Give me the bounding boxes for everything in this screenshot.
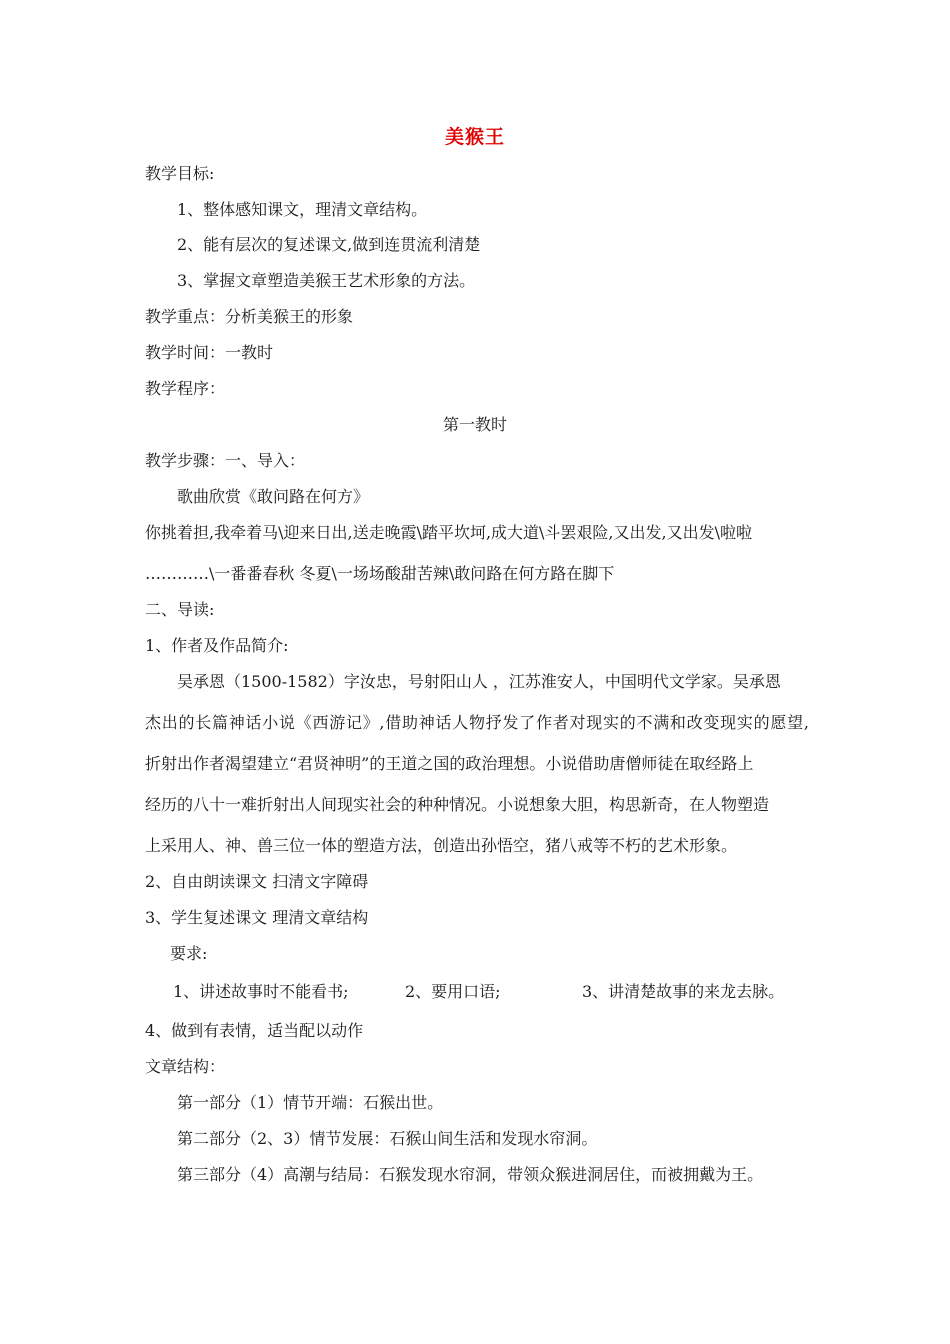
lyrics-line: …………\一番番春秋 冬夏\一场场酸甜苦辣\敢问路在何方路在脚下 <box>145 564 615 583</box>
requirements-heading: 要求: <box>170 944 208 963</box>
author-paragraph-line: 吴承恩（1500-1582）字汝忠，号射阳山人 ，江苏淮安人，中国明代文学家。吴承恩 <box>177 672 781 691</box>
teaching-steps: 教学步骤：一、导入： <box>145 451 306 470</box>
author-paragraph-line: 杰出的长篇神话小说《西游记》,借助神话人物抒发了作者对现实的不满和改变现实的愿望, <box>145 713 809 732</box>
goals-heading: 教学目标: <box>145 164 215 183</box>
structure-item: 第三部分（4）高潮与结局：石猴发现水帘洞，带领众猴进洞居住，而被拥戴为王。 <box>177 1165 764 1184</box>
guide-heading: 二、导读: <box>145 600 215 619</box>
author-heading: 1、作者及作品简介: <box>145 636 289 655</box>
structure-item: 第一部分（1）情节开端：石猴出世。 <box>177 1093 444 1112</box>
teaching-focus: 教学重点：分析美猴王的形象 <box>145 307 354 326</box>
page-title: 美猴王 <box>444 126 505 148</box>
guide-item: 4、做到有表情，适当配以动作 <box>145 1021 364 1040</box>
requirement-item: 2、要用口语; <box>405 982 501 1001</box>
teaching-time: 教学时间：一教时 <box>145 343 274 362</box>
author-paragraph-line: 上采用人、神、兽三位一体的塑造方法，创造出孙悟空，猪八戒等不朽的艺术形象。 <box>145 836 738 855</box>
goal-item: 3、掌握文章塑造美猴王艺术形象的方法。 <box>177 271 476 290</box>
structure-item: 第二部分（2、3）情节发展：石猴山间生活和发现水帘洞。 <box>177 1129 598 1148</box>
requirement-item: 1、讲述故事时不能看书; <box>173 982 349 1001</box>
lesson-heading: 第一教时 <box>442 415 507 434</box>
guide-item: 3、学生复述课文 理清文章结构 <box>145 908 369 927</box>
teaching-procedure: 教学程序： <box>145 379 226 398</box>
requirement-item: 3、讲清楚故事的来龙去脉。 <box>582 982 785 1001</box>
author-paragraph-line: 折射出作者渴望建立“君贤神明”的王道之国的政治理想。小说借助唐僧师徒在取经路上 <box>145 754 754 773</box>
goal-item: 1、整体感知课文，理清文章结构。 <box>177 200 428 219</box>
song-title: 歌曲欣赏《敢问路在何方》 <box>177 487 370 506</box>
structure-heading: 文章结构： <box>145 1057 226 1076</box>
lyrics-line: 你挑着担,我牵着马\迎来日出,送走晚霞\踏平坎坷,成大道\斗罢艰险,又出发,又出发\啦啦 <box>145 523 752 542</box>
goal-item: 2、能有层次的复述课文,做到连贯流利清楚 <box>177 235 481 254</box>
guide-item: 2、自由朗读课文 扫清文字障碍 <box>145 872 369 891</box>
author-paragraph-line: 经历的八十一难折射出人间现实社会的种种情况。小说想象大胆，构思新奇，在人物塑造 <box>145 795 770 814</box>
